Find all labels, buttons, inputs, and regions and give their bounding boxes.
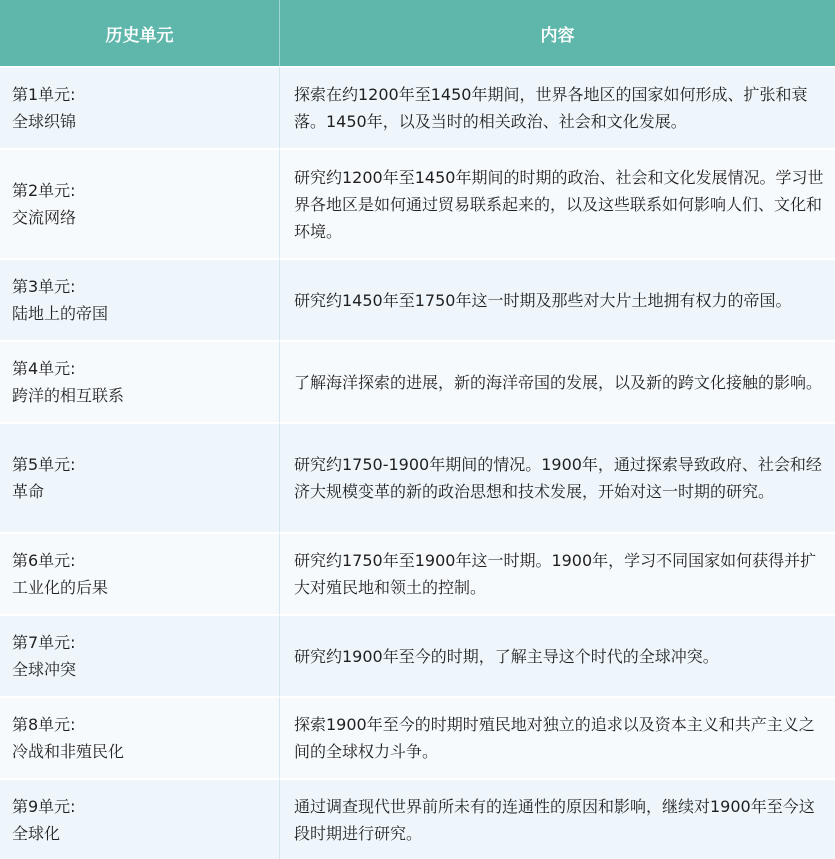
table-row-content-cell: 探索在约1200年至1450年期间，世界各地区的国家如何形成、扩张和衰落。1450年，以及当时的相关政治、社会和文化发展。 [280,66,835,148]
unit-name: 交流网络 [12,208,77,227]
header-unit-column: 历史单元 [0,0,280,66]
unit-number: 第8单元: [12,715,76,734]
table-row-unit-cell [0,340,280,422]
table-row-unit-cell [0,778,280,859]
unit-name: 革命 [12,482,45,501]
unit-number: 第9单元: [12,796,76,816]
table-row-unit-cell [0,696,280,778]
unit-name: 工业化的后果 [12,578,109,597]
table-row-content-cell: 研究约1200年至1450年期间的时期的政治、社会和文化发展情况。学习世界各地区是如何通过贸易联系起来的，以及这些联系如何影响人们、文化和环境。 [280,148,835,258]
table-row-unit-cell [0,422,280,532]
table-row-content-cell: 研究约1450年至1750年这一时期及那些对大片土地拥有权力的帝国。 [280,258,835,340]
unit-number: 第4单元: [12,359,76,378]
unit-number: 第1单元: [12,85,76,104]
unit-name: 全球织锦 [12,112,77,131]
unit-name: 全球冲突 [12,660,77,679]
unit-number: 第7单元: [12,633,76,652]
unit-name: 冷战和非殖民化 [12,742,125,761]
unit-number: 第5单元: [12,455,76,474]
table-row-content-cell: 探索1900年至今的时期时殖民地对独立的追求以及资本主义和共产主义之间的全球权力斗争。 [280,696,835,778]
table-row-unit-cell [0,532,280,614]
unit-name: 跨洋的相互联系 [12,386,125,405]
unit-number: 第2单元: [12,181,76,200]
table-row-unit-cell [0,66,280,148]
table-row-unit-cell [0,148,280,258]
table-row-content-cell: 了解海洋探索的进展，新的海洋帝国的发展，以及新的跨文化接触的影响。 [280,340,835,422]
unit-name: 陆地上的帝国 [12,304,109,323]
header-content-column: 内容 [280,0,835,66]
table-row-unit-cell [0,614,280,696]
table-row-unit-cell [0,258,280,340]
unit-name: 全球化 [12,823,61,843]
unit-number: 第3单元: [12,277,76,296]
table-row-content-cell: 研究约1750年至1900年这一时期。1900年，学习不同国家如何获得并扩大对殖民地和领土的控制。 [280,532,835,614]
table-row-content-cell: 研究约1750-1900年期间的情况。1900年，通过探索导致政府、社会和经济大规模变革的新的政治思想和技术发展，开始对这一时期的研究。 [280,422,835,532]
unit-number: 第6单元: [12,551,76,570]
table-row-content-cell: 通过调查现代世界前所未有的连通性的原因和影响，继续对1900年至今这段时期进行研究。 [280,778,835,859]
table-row-content-cell: 研究约1900年至今的时期，了解主导这个时代的全球冲突。 [280,614,835,696]
